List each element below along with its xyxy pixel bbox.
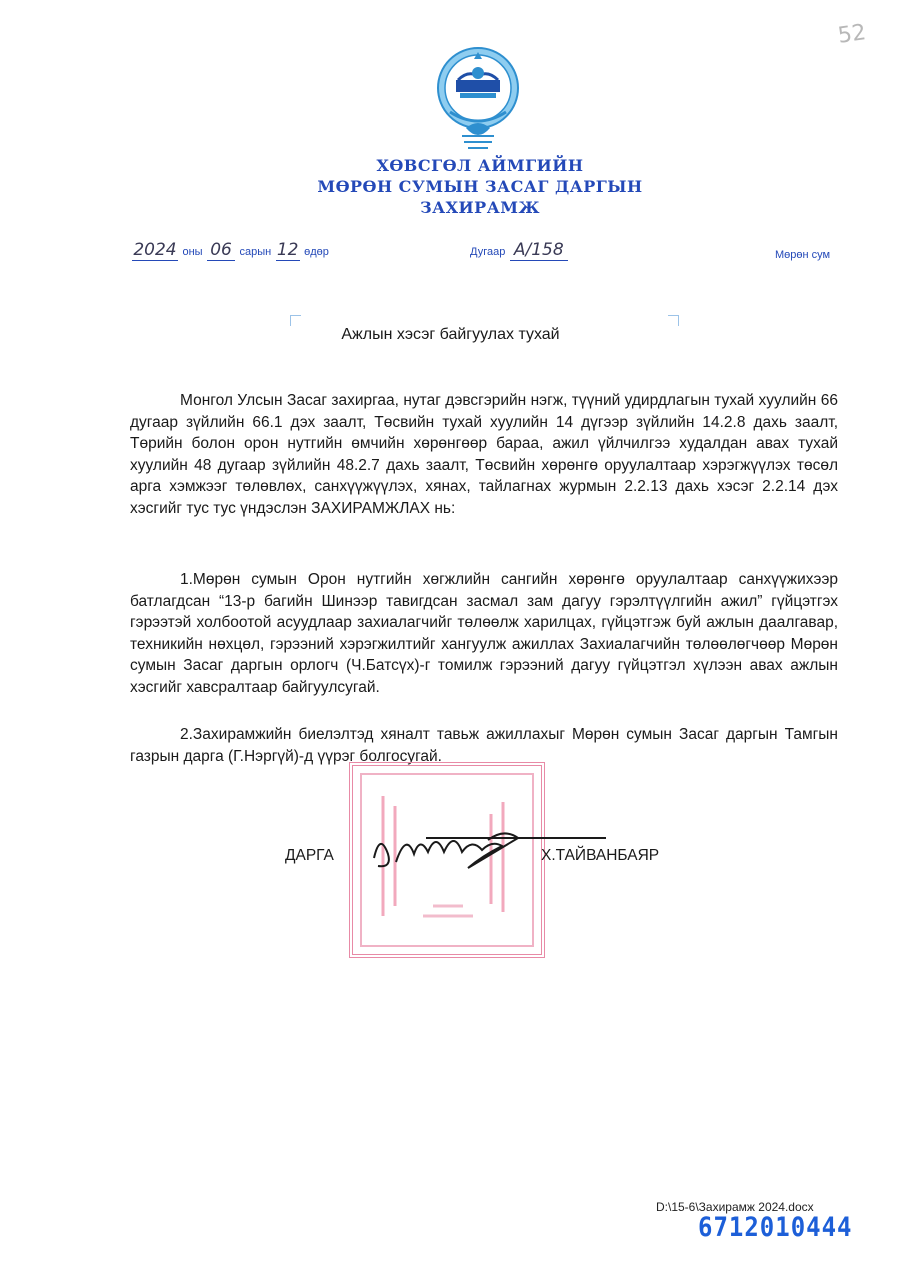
- date-year: 2024: [133, 240, 177, 260]
- file-path: D:\15-6\Захирамж 2024.docx: [656, 1200, 814, 1214]
- decree-number: [470, 240, 610, 264]
- header-line-3: ЗАХИРАМЖ: [420, 198, 540, 217]
- header-line-1: ХӨВСГӨЛ АЙМГИЙН: [376, 156, 584, 175]
- date-year-suffix: оны: [182, 246, 203, 258]
- signatory-title: ДАРГА: [285, 847, 334, 864]
- date-month-suffix: сарын: [239, 246, 272, 258]
- header-line-2: МӨРӨН СУМЫН ЗАСАГ ДАРГЫН: [317, 177, 643, 196]
- signatory-name: Х.ТАЙВАНБАЯР: [541, 847, 660, 864]
- date-month: 06: [207, 240, 235, 261]
- page-number: 52: [836, 20, 868, 49]
- date-line: [132, 240, 432, 264]
- corner-mark-left: [290, 315, 301, 326]
- paragraph-item-1: 1.Мөрөн сумын Орон нутгийн хөгжлийн сангийн хөрөнгө оруулалтаар санхүүжихээр батлагдсан “13-р багийн Шинээр тавигдсан засмал зам дагуу гэрэлтүүлгийн ажил” гүйцэтгэх гэрээтэй холбоотой асуудлаар захиалагчийг төлөөлж харилцах, гүйцэтгэж буй ажлын даалгавар, техникийн нөхцөл, гэрээний хэрэгжилтийг хангуулж ажиллах Захиалагчийн төлөөлөгчөөр Мөрөн сумын Засаг даргын орлогч (Ч.Батсүх)-г томилж гэрээний дагуу гүйцэтгэл хүлээн авах ажлын хэсгийг хавсралтаар байгуулсугай.: [130, 571, 838, 696]
- number-value: А/158: [510, 240, 568, 261]
- date-day: 12: [276, 240, 299, 260]
- document-title: Ажлын хэсэг байгуулах тухай: [341, 326, 560, 343]
- corner-mark-right: [668, 315, 679, 326]
- date-day-suffix: өдөр: [304, 246, 329, 258]
- state-emblem-icon: [436, 46, 520, 154]
- place: Мөрөн сум: [775, 249, 831, 261]
- number-label: Дугаар: [470, 246, 506, 258]
- paragraph-preamble: Монгол Улсын Засаг захиргаа, нутаг дэвсгэрийн нэгж, түүний удирдлагын тухай хуулийн 66 дугаар зүйлийн 66.1 дэх заалт, Төсвийн тухай хуулийн 14 дүгээр зүйлийн 14.2.8 дахь заалт, Төрийн болон орон нутгийн өмчийн хөрөнгөөр бараа, ажил үйлчилгээ худалдан авах тухай хуулийн 48 дугаар зүйлийн 48.2.7 дахь заалт, Төсвийн хөрөнгө оруулалтаар хэрэгжүүлэх төсөл арга хэмжээг төлөвлөх, санхүүжүүлэх, хянах, тайлагнах журмын 2.2.13 дахь хэсэг 2.2.14 дэх хэсгийг тус тус үндэслэн ЗАХИРАМЖЛАХ нь:: [130, 392, 838, 517]
- document-number: 6712010444: [698, 1211, 853, 1243]
- paragraph-item-2: 2.Захирамжийн биелэлтэд хяналт тавьж ажиллахыг Мөрөн сумын Засаг даргын Тамгын газрын дарга (Г.Нэргүй)-д үүрэг болгосугай.: [130, 726, 838, 765]
